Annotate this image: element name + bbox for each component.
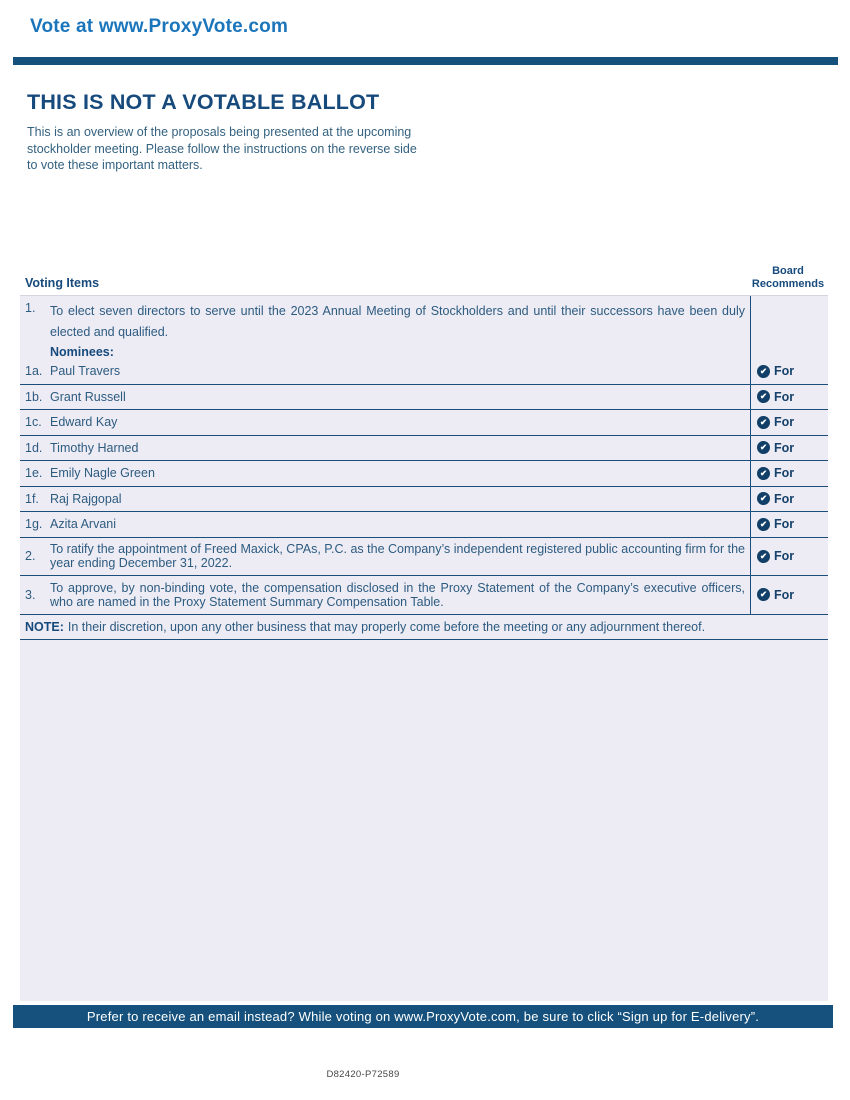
table-row-nominee-1g	[20, 512, 828, 538]
item1-cell	[20, 296, 750, 359]
recommend-cell	[750, 512, 828, 537]
intro-paragraph: This is an overview of the proposals being presented at the upcoming stockholder meeting. Please follow the instructions on the reverse side to vote these important matters.	[27, 125, 417, 172]
nominee-number: 1a.	[25, 364, 43, 379]
check-circle-icon	[757, 550, 770, 563]
nominee-cell	[20, 487, 750, 512]
table-row-nominee-1f	[20, 487, 828, 513]
table-row-nominee-1b	[20, 385, 828, 411]
empty-ballot-area	[20, 640, 828, 1001]
recommend-cell	[750, 359, 828, 384]
recommendation-label: For	[774, 389, 795, 404]
table-body	[20, 295, 828, 1001]
note-text: In their discretion, upon any other business that may properly come before the meeting or any adjournment thereof.	[67, 619, 706, 634]
check-circle-icon	[757, 588, 770, 601]
nominee-cell	[20, 359, 750, 384]
proposal-text: To ratify the appointment of Freed Maxick, CPAs, P.C. as the Company’s independent registered public accounting firm for the year ending December 31, 2022.	[50, 542, 745, 571]
edelivery-banner: Prefer to receive an email instead? While voting on www.ProxyVote.com, be sure to click “Sign up for E-delivery”.	[13, 1005, 833, 1028]
header-divider-bar	[13, 57, 838, 65]
recommend-cell	[750, 385, 828, 410]
table-row-nominee-1e	[20, 461, 828, 487]
recommend-cell	[750, 576, 828, 614]
item1-recommend-cell	[750, 296, 828, 359]
board-recommends-label	[748, 265, 828, 290]
item1-text: To elect seven directors to serve until the 2023 Annual Meeting of Stockholders and until their successors have been duly elected and qualified.	[50, 304, 745, 339]
nominee-name: Azita Arvani	[50, 517, 117, 532]
table-row-proposal-3	[20, 576, 828, 615]
check-circle-icon	[757, 467, 770, 480]
recommend-cell	[750, 410, 828, 435]
recommend-cell	[750, 487, 828, 512]
vote-url-heading: Vote at www.ProxyVote.com	[30, 16, 289, 37]
board-recommends-line2: Recommends	[751, 277, 825, 290]
nominee-number: 1f.	[25, 491, 39, 506]
recommend-cell	[750, 436, 828, 461]
nominee-name: Edward Kay	[50, 415, 118, 430]
recommendation-label: For	[774, 466, 795, 481]
table-row-nominee-1d	[20, 436, 828, 462]
table-row-nominee-1a	[20, 359, 828, 385]
check-circle-icon	[757, 518, 770, 531]
proposal-text: To approve, by non-binding vote, the compensation disclosed in the Proxy Statement of the Company’s executive officers, who are named in the Proxy Statement Summary Compensation Table.	[50, 580, 745, 609]
nominee-cell	[20, 385, 750, 410]
table-row-note	[20, 615, 828, 640]
table-row-proposal-2	[20, 538, 828, 577]
nominee-number: 1d.	[25, 440, 43, 455]
table-row-item1	[20, 296, 828, 359]
recommendation-label: For	[774, 549, 795, 564]
recommendation-label: For	[774, 415, 795, 430]
nominee-number: 1b.	[25, 389, 43, 404]
nominee-cell	[20, 512, 750, 537]
recommendation-label: For	[774, 364, 795, 379]
document-code: D82420-P72589	[326, 1069, 400, 1080]
nominee-name: Emily Nagle Green	[50, 466, 155, 481]
nominee-cell	[20, 436, 750, 461]
nominee-number: 1g.	[25, 517, 43, 532]
recommendation-label: For	[774, 491, 795, 506]
nominee-cell	[20, 461, 750, 486]
proposal-number: 3.	[25, 587, 36, 602]
item1-text-line	[25, 301, 750, 342]
table-header-row	[20, 262, 828, 295]
check-circle-icon	[757, 492, 770, 505]
nominee-number: 1e.	[25, 466, 43, 481]
check-circle-icon	[757, 441, 770, 454]
voting-items-label: Voting Items	[25, 276, 100, 290]
nominee-number: 1c.	[25, 415, 42, 430]
check-circle-icon	[757, 416, 770, 429]
recommendation-label: For	[774, 517, 795, 532]
nominee-name: Raj Rajgopal	[50, 491, 122, 506]
proposal-cell	[20, 538, 750, 576]
nominee-name: Paul Travers	[50, 364, 121, 379]
table-row-nominee-1c	[20, 410, 828, 436]
recommendation-label: For	[774, 440, 795, 455]
recommend-cell	[750, 538, 828, 576]
nominee-name: Timothy Harned	[50, 440, 139, 455]
nominee-name: Grant Russell	[50, 389, 126, 404]
not-votable-ballot-title: THIS IS NOT A VOTABLE BALLOT	[27, 90, 380, 114]
item1-number: 1.	[25, 301, 36, 315]
recommendation-label: For	[774, 587, 795, 602]
note-label: NOTE:	[25, 619, 64, 634]
board-recommends-line1: Board	[772, 265, 804, 277]
nominee-cell	[20, 410, 750, 435]
check-circle-icon	[757, 390, 770, 403]
voting-items-table	[20, 262, 828, 1001]
recommend-cell	[750, 461, 828, 486]
nominees-label: Nominees:	[50, 345, 114, 359]
proposal-number: 2.	[25, 549, 36, 564]
proposal-cell	[20, 576, 750, 614]
check-circle-icon	[757, 365, 770, 378]
